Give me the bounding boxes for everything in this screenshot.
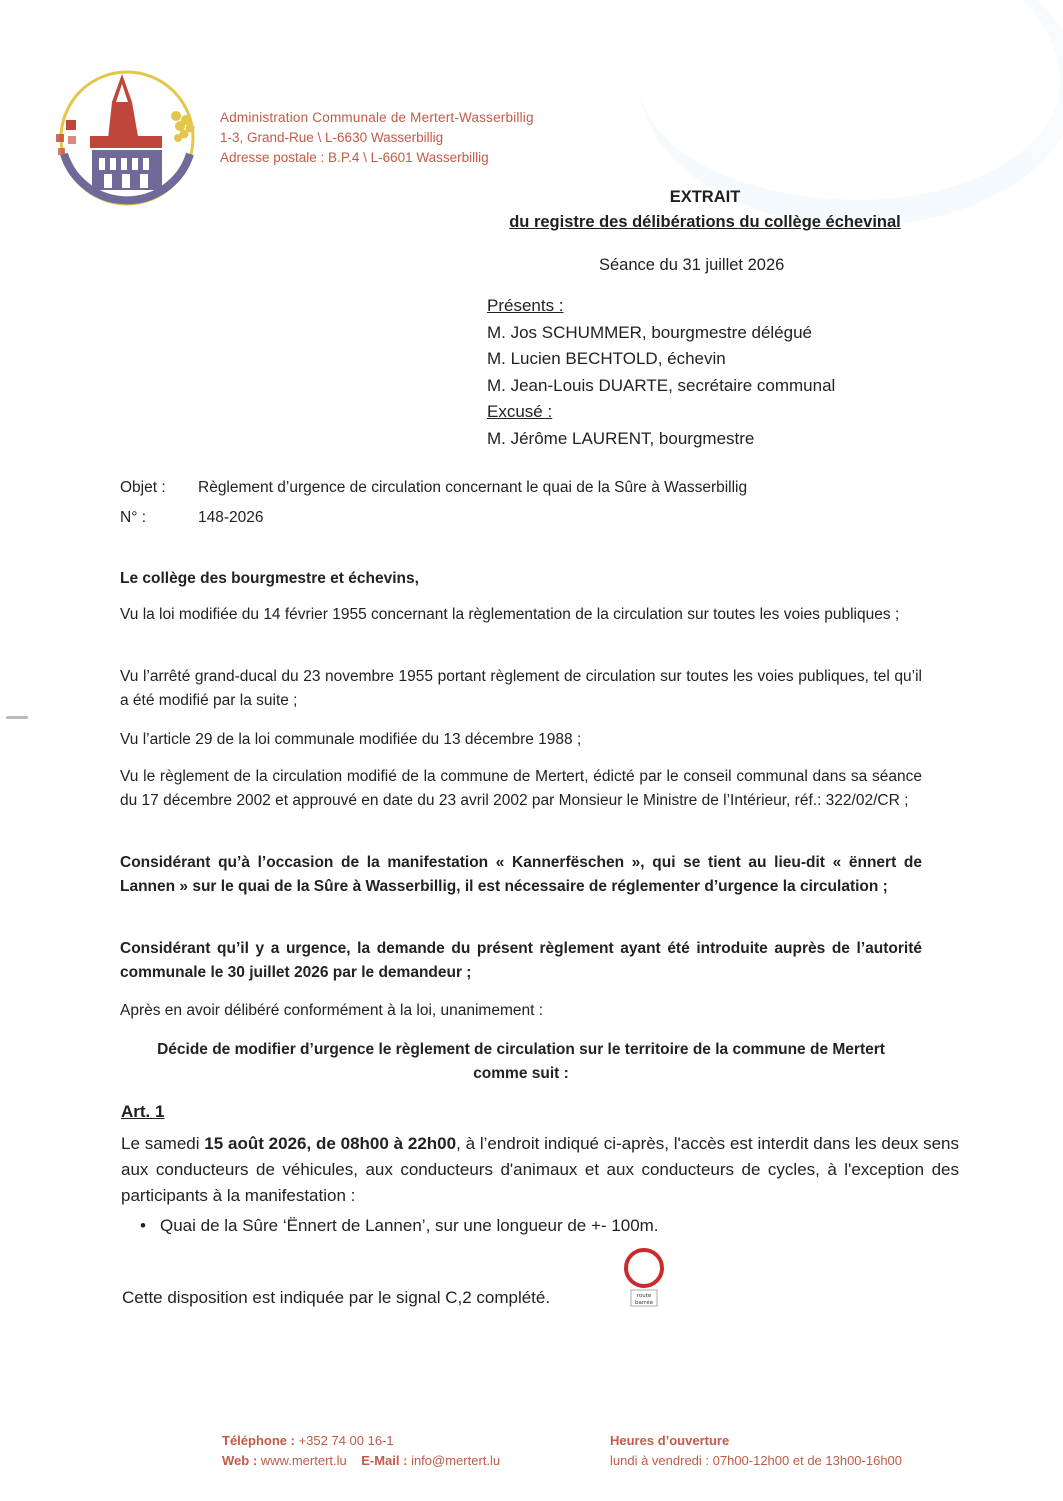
present-label: Présents : [487,296,564,315]
paragraph-vu-1: Vu la loi modifiée du 14 février 1955 concernant la règlementation de la circulation sur toutes les voies publiques ; [120,606,900,623]
bullet-icon: • [140,1216,146,1235]
hours-value: lundi à vendredi : 07h00-12h00 et de 13h00-16h00 [610,1453,903,1468]
college-heading: Le collège des bourgmestre et échevins, [120,570,419,587]
paragraph-vu-2: Vu l’arrêté grand-ducal du 23 novembre 1955 portant règlement de circulation sur toutes les voies publiques, tel qu’il a été modifié par la suite ; [120,668,922,709]
email-label: E-Mail : [361,1453,408,1468]
footer-contact [222,1431,500,1471]
location-text: Quai de la Sûre ‘Ënnert de Lannen’, sur une longueur de +- 100m. [160,1216,659,1235]
article-text [121,1131,959,1209]
hours-label: Heures d’ouverture [610,1433,730,1448]
session-date: Séance du 31 juillet 2026 [599,256,785,274]
road-closed-sign-icon [622,1246,666,1308]
number-line [120,509,264,527]
organization-postal-address: Adresse postale : B.P.4 \ L-6601 Wasserbillig [220,150,489,165]
phone-value: +352 74 00 16-1 [298,1433,394,1448]
number-label: N° : [120,509,147,526]
sign-label-1: route [636,1293,652,1299]
email-link[interactable]: info@mertert.lu [411,1453,501,1468]
web-label: Web : [222,1453,258,1468]
article-text-pre: Le samedi [121,1134,205,1153]
commune-logo [52,62,202,210]
present-member: M. Jos SCHUMMER, bourgmestre délégué [487,322,813,342]
subject-label: Objet : [120,479,166,496]
organization-address: 1-3, Grand-Rue \ L-6630 Wasserbillig [220,130,444,145]
subject-line [120,479,747,497]
paragraph-considerant-1: Considérant qu’à l’occasion de la manifestation « Kannerfëschen », qui se tient au lieu-dit « ënnert de Lannen » sur le quai de la Sûre à Wasserbillig, il est nécessaire de réglementer d’urgence la circulation ; [120,854,922,895]
subject-text: Règlement d’urgence de circulation concernant le quai de la Sûre à Wasserbillig [198,479,748,496]
document-subtitle: du registre des délibérations du collège échevinal [509,213,901,231]
number-value: 148-2026 [198,509,264,526]
excused-member: M. Jérôme LAURENT, bourgmestre [487,428,755,448]
present-member: M. Lucien BECHTOLD, échevin [487,349,726,368]
article-date-time: 15 août 2026, de 08h00 à 22h00 [204,1134,457,1153]
web-link[interactable]: www.mertert.lu [260,1453,347,1468]
excused-label: Excusé : [487,402,553,421]
sign-label-2: barrée [635,1300,653,1306]
present-member: M. Jean-Louis DUARTE, secrétaire communal [487,375,836,395]
footer-hours [610,1431,902,1471]
scan-mark [6,716,28,719]
phone-label: Téléphone : [222,1433,295,1448]
organization-name: Administration Communale de Mertert-Wasserbillig [220,110,534,125]
organization-block [220,108,534,168]
paragraph-vu-4: Vu le règlement de la circulation modifié de la commune de Mertert, édicté par le conseil communal dans sa séance du 17 décembre 2002 et approuvé en date du 23 avril 2002 par Monsieur le Ministre de l’Intérieur, réf.: 322/02/CR ; [120,768,922,809]
paragraph-apres: Après en avoir délibéré conformément à la loi, unanimement : [120,1002,544,1019]
attendance-block [487,293,835,452]
document-title: EXTRAIT [669,188,741,206]
article-title: Art. 1 [121,1102,165,1121]
article-text-post: , à l’endroit indiqué ci-après, l'accès est interdit dans les deux sens aux conducteurs de véhicules, aux conducteurs d'animaux et aux conducteurs de cycles, à l'exception des participants à la manifestation : [121,1134,959,1205]
paragraph-vu-3: Vu l’article 29 de la loi communale modifiée du 13 décembre 1988 ; [120,731,582,748]
list-item [140,1216,659,1236]
decision-statement: Décide de modifier d’urgence le règlement de circulation sur le territoire de la commune de Mertert comme suit : [157,1041,885,1082]
paragraph-considerant-2: Considérant qu’il y a urgence, la demande du présent règlement ayant été introduite auprès de l’autorité communale le 30 juillet 2026 par le demandeur ; [120,940,922,981]
signal-statement: Cette disposition est indiquée par le signal C,2 complété. [122,1288,551,1307]
